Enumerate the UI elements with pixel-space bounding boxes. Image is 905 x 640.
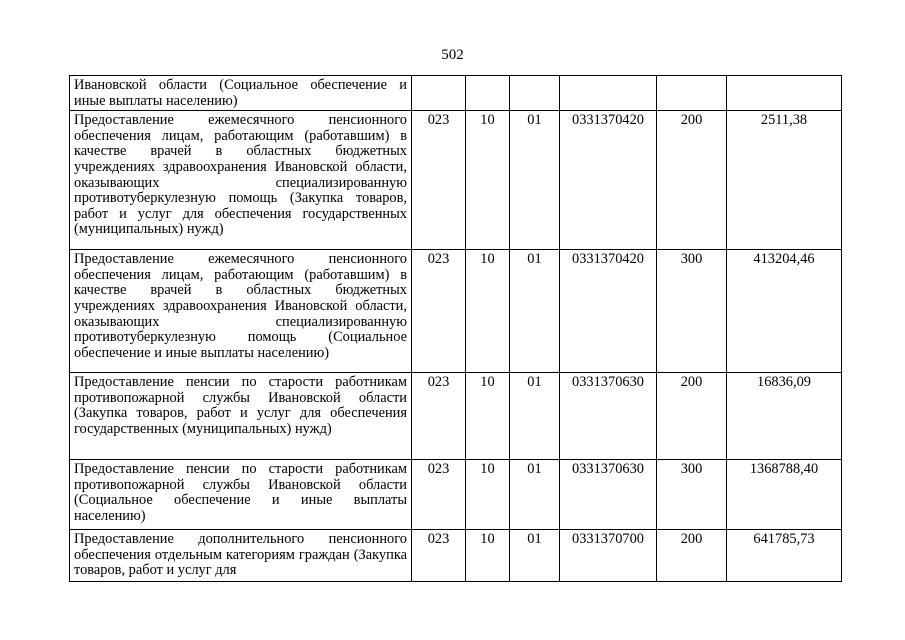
row-admin-code: 023 bbox=[412, 460, 466, 530]
row-section-code: 10 bbox=[466, 530, 510, 582]
row-expense-type-code: 200 bbox=[657, 373, 727, 460]
table-row bbox=[70, 460, 842, 530]
row-admin-code: 023 bbox=[412, 250, 466, 373]
row-admin-code bbox=[412, 76, 466, 111]
budget-table bbox=[69, 75, 842, 582]
row-admin-code: 023 bbox=[412, 373, 466, 460]
row-expense-type-code: 300 bbox=[657, 250, 727, 373]
row-expense-type-code: 300 bbox=[657, 460, 727, 530]
row-target-code: 0331370420 bbox=[560, 250, 657, 373]
row-subsection-code: 01 bbox=[510, 111, 560, 250]
table-row bbox=[70, 530, 842, 582]
table-row bbox=[70, 250, 842, 373]
row-target-code bbox=[560, 76, 657, 111]
row-expense-type-code bbox=[657, 76, 727, 111]
row-amount: 2511,38 bbox=[727, 111, 842, 250]
table-body bbox=[70, 76, 842, 582]
row-amount: 1368788,40 bbox=[727, 460, 842, 530]
row-expense-type-code: 200 bbox=[657, 111, 727, 250]
row-description: Предоставление пенсии по старости работникам противопожарной службы Ивановской области (Закупка товаров, работ и услуг для обеспечения государственных (муниципальных) нужд) bbox=[70, 373, 412, 460]
row-section-code: 10 bbox=[466, 373, 510, 460]
row-amount: 641785,73 bbox=[727, 530, 842, 582]
row-target-code: 0331370630 bbox=[560, 373, 657, 460]
row-description: Предоставление пенсии по старости работникам противопожарной службы Ивановской области (Социальное обеспечение и иные выплаты населению) bbox=[70, 460, 412, 530]
table-row bbox=[70, 111, 842, 250]
row-amount: 413204,46 bbox=[727, 250, 842, 373]
row-subsection-code: 01 bbox=[510, 373, 560, 460]
table-row bbox=[70, 373, 842, 460]
table-row bbox=[70, 76, 842, 111]
row-subsection-code bbox=[510, 76, 560, 111]
row-description: Ивановской области (Социальное обеспечение и иные выплаты населению) bbox=[70, 76, 412, 111]
row-description: Предоставление ежемесячного пенсионного обеспечения лицам, работающим (работавшим) в качестве врачей в областных бюджетных учреждениях здравоохранения Ивановской области, оказывающих специализированную противотуберкулезную помощь (Социальное обеспечение и иные выплаты населению) bbox=[70, 250, 412, 373]
row-section-code: 10 bbox=[466, 111, 510, 250]
row-target-code: 0331370700 bbox=[560, 530, 657, 582]
row-admin-code: 023 bbox=[412, 530, 466, 582]
row-subsection-code: 01 bbox=[510, 530, 560, 582]
row-description: Предоставление дополнительного пенсионного обеспечения отдельным категориям граждан (Закупка товаров, работ и услуг для bbox=[70, 530, 412, 582]
row-expense-type-code: 200 bbox=[657, 530, 727, 582]
row-amount: 16836,09 bbox=[727, 373, 842, 460]
page-number: 502 bbox=[441, 47, 464, 63]
row-subsection-code: 01 bbox=[510, 460, 560, 530]
row-subsection-code: 01 bbox=[510, 250, 560, 373]
row-target-code: 0331370630 bbox=[560, 460, 657, 530]
row-amount bbox=[727, 76, 842, 111]
row-section-code: 10 bbox=[466, 250, 510, 373]
row-description: Предоставление ежемесячного пенсионного обеспечения лицам, работающим (работавшим) в качестве врачей в областных бюджетных учреждениях здравоохранения Ивановской области, оказывающих специализированную противотуберкулезную помощь (Закупка товаров, работ и услуг для обеспечения государственных (муниципальных) нужд) bbox=[70, 111, 412, 250]
row-admin-code: 023 bbox=[412, 111, 466, 250]
row-section-code: 10 bbox=[466, 460, 510, 530]
row-section-code bbox=[466, 76, 510, 111]
row-target-code: 0331370420 bbox=[560, 111, 657, 250]
